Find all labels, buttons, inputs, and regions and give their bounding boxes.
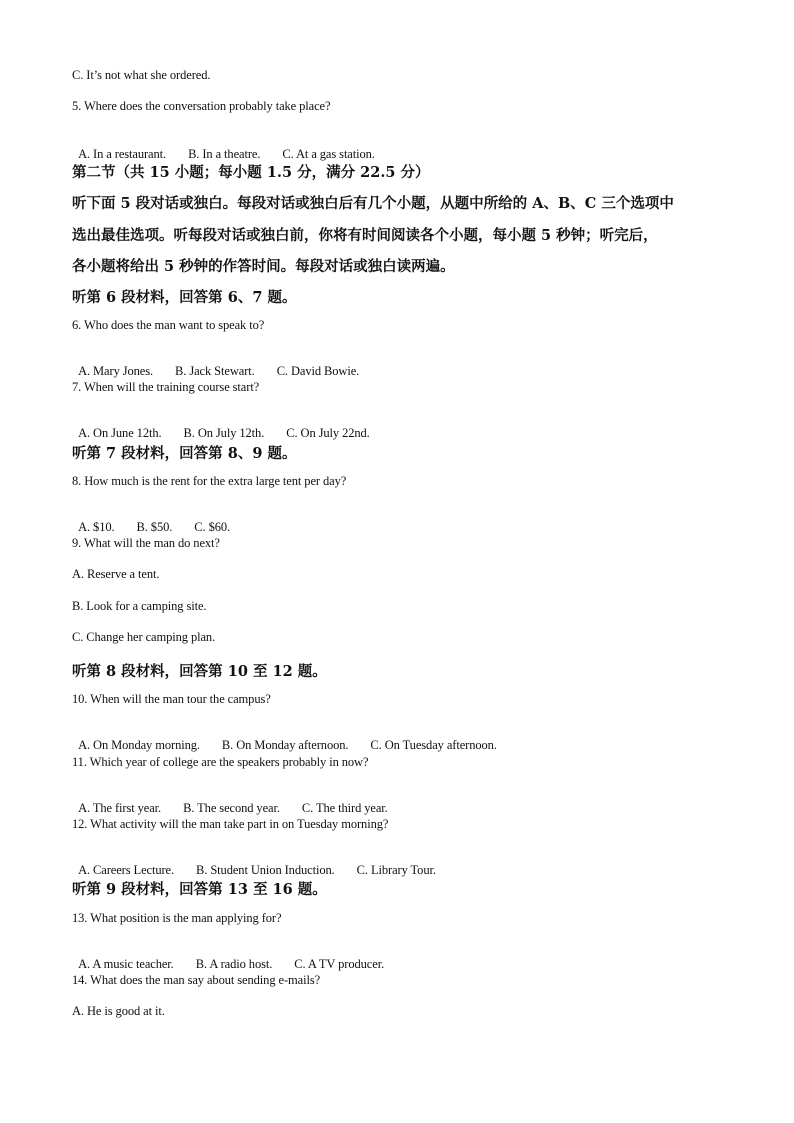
q13-option-a: A. A music teacher. (78, 957, 174, 971)
section2-instruction-line-3: 各小题将给出 5 秒钟的作答时间。每段对话或独白读两遍。 (72, 258, 455, 275)
q14-option-a: A. He is good at it. (72, 1004, 165, 1018)
q10-option-c: C. On Tuesday afternoon. (370, 738, 497, 752)
q8-question: 8. How much is the rent for the extra large tent per day? (72, 474, 347, 488)
q8-options (72, 505, 252, 535)
q6-question: 6. Who does the man want to speak to? (72, 318, 265, 332)
section2-instruction-line-2: 选出最佳选项。听每段对话或独白前，你将有时间阅读各个小题，每小题 5 秒钟；听完后， (72, 227, 658, 244)
q10-options (72, 723, 519, 753)
q7-option-a: A. On June 12th. (78, 426, 162, 440)
q7-options (72, 411, 392, 441)
q7-option-b: B. On July 12th. (183, 426, 265, 440)
passage9-heading: 听第 9 段材料，回答第 13 至 16 题。 (72, 881, 327, 898)
passage6-heading: 听第 6 段材料，回答第 6、7 题。 (72, 289, 297, 306)
q8-option-c: C. $60. (194, 520, 231, 534)
q14-question: 14. What does the man say about sending e-mails? (72, 973, 321, 987)
q12-option-b: B. Student Union Induction. (196, 863, 335, 877)
q6-option-c: C. David Bowie. (276, 364, 360, 378)
q6-option-a: A. Mary Jones. (78, 364, 154, 378)
q5-option-a: A. In a restaurant. (78, 147, 167, 161)
q13-option-b: B. A radio host. (195, 957, 273, 971)
q10-option-a: A. On Monday morning. (78, 738, 200, 752)
q4-option-c: C. It’s not what she ordered. (72, 68, 211, 82)
q9-option-b: B. Look for a camping site. (72, 599, 207, 613)
q11-option-b: B. The second year. (183, 801, 280, 815)
section2-heading: 第二节（共 15 小题；每小题 1.5 分，满分 22.5 分） (72, 164, 430, 181)
q6-option-b: B. Jack Stewart. (175, 364, 255, 378)
q6-options (72, 349, 381, 379)
q5-option-b: B. In a theatre. (188, 147, 261, 161)
q12-question: 12. What activity will the man take part in on Tuesday morning? (72, 817, 389, 831)
q5-option-c: C. At a gas station. (282, 147, 375, 161)
q12-option-a: A. Careers Lecture. (78, 863, 175, 877)
q5-question: 5. Where does the conversation probably take place? (72, 99, 331, 113)
q8-option-a: A. $10. (78, 520, 115, 534)
q8-option-b: B. $50. (136, 520, 173, 534)
q11-question: 11. Which year of college are the speakers probably in now? (72, 755, 369, 769)
q12-options (72, 848, 458, 878)
q11-option-a: A. The first year. (78, 801, 162, 815)
q13-option-c: C. A TV producer. (294, 957, 385, 971)
q13-options (72, 942, 406, 972)
q12-option-c: C. Library Tour. (356, 863, 436, 877)
q5-options (72, 132, 397, 162)
q10-question: 10. When will the man tour the campus? (72, 692, 271, 706)
q11-option-c: C. The third year. (301, 801, 388, 815)
q9-question: 9. What will the man do next? (72, 536, 220, 550)
q9-option-c: C. Change her camping plan. (72, 630, 216, 644)
passage8-heading: 听第 8 段材料，回答第 10 至 12 题。 (72, 663, 327, 680)
q13-question: 13. What position is the man applying for? (72, 911, 282, 925)
q7-option-c: C. On July 22nd. (286, 426, 370, 440)
q7-question: 7. When will the training course start? (72, 380, 260, 394)
passage7-heading: 听第 7 段材料，回答第 8、9 题。 (72, 445, 297, 462)
q10-option-b: B. On Monday afternoon. (221, 738, 349, 752)
q9-option-a: A. Reserve a tent. (72, 567, 160, 581)
q11-options (72, 786, 410, 816)
section2-instruction-line-1: 听下面 5 段对话或独白。每段对话或独白后有几个小题，从题中所给的 A、B、C 三个选项中 (72, 195, 674, 212)
